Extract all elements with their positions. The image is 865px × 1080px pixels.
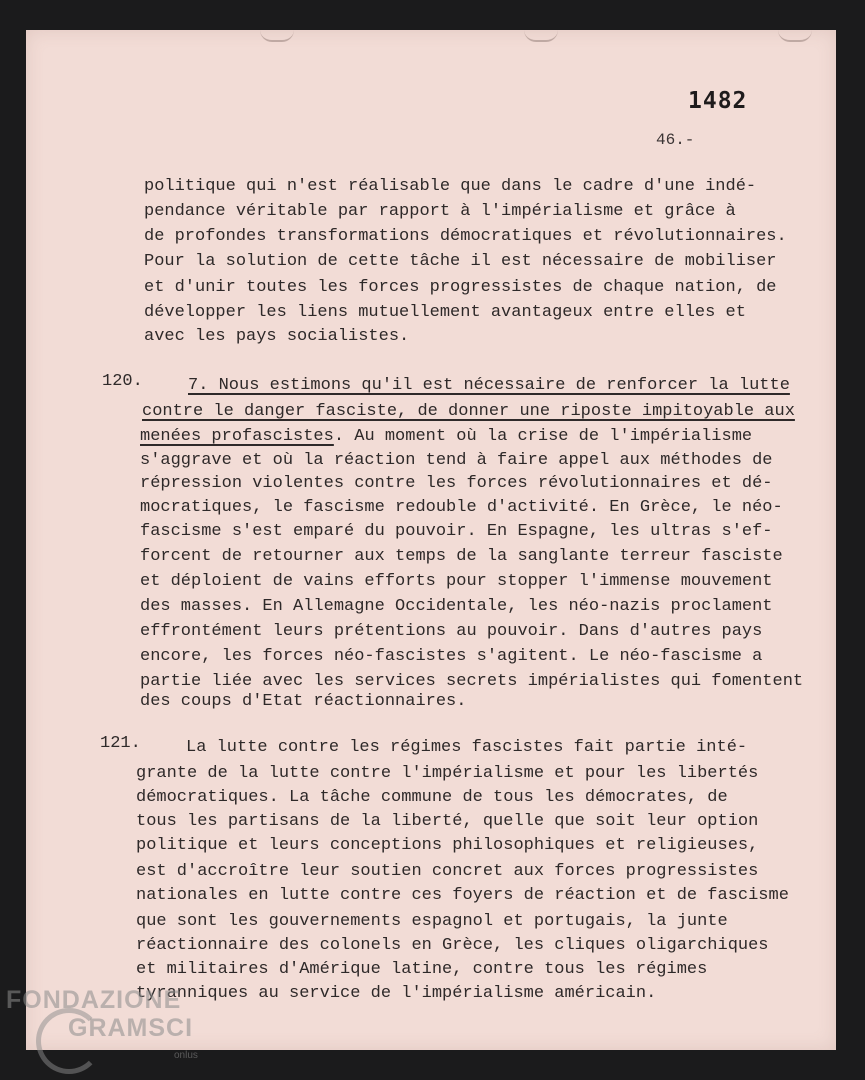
text-line: de profondes transformations démocratiques et révolutionnaires.	[144, 227, 787, 246]
text-line: s'aggrave et où la réaction tend à faire appel aux méthodes de	[140, 451, 773, 470]
watermark-logo	[6, 986, 198, 1061]
text-line: et militaires d'Amérique latine, contre tous les régimes	[136, 960, 708, 979]
text-line: partie liée avec les services secrets impérialistes qui fomentent	[140, 672, 804, 691]
text-line: tous les partisans de la liberté, quelle que soit leur option	[136, 812, 759, 831]
text-line: et déploient de vains efforts pour stopper l'immense mouvement	[140, 572, 773, 591]
text-line: des coups d'Etat réactionnaires.	[140, 692, 467, 711]
text-line: pendance véritable par rapport à l'impérialisme et grâce à	[144, 202, 736, 221]
text-line: fascisme s'est emparé du pouvoir. En Espagne, les ultras s'ef-	[140, 522, 773, 541]
text-line: politique qui n'est réalisable que dans le cadre d'une indé-	[144, 177, 757, 196]
paragraph-number: 121.	[100, 734, 141, 753]
text-line: La lutte contre les régimes fascistes fait partie inté-	[186, 738, 748, 757]
text-line: démocratiques. La tâche commune de tous les démocrates, de	[136, 788, 728, 807]
paragraph-number: 120.	[102, 372, 143, 391]
text-line: forcent de retourner aux temps de la sanglante terreur fasciste	[140, 547, 783, 566]
watermark-line1: FONDAZIONE	[6, 986, 182, 1014]
underlined-text-line: 7. Nous estimons qu'il est nécessaire de renforcer la lutte	[188, 376, 790, 395]
text-line: Pour la solution de cette tâche il est nécessaire de mobiliser	[144, 252, 777, 271]
text-line: est d'accroître leur soutien concret aux forces progressistes	[136, 862, 759, 881]
text-line: nationales en lutte contre ces foyers de réaction et de fascisme	[136, 886, 789, 905]
underlined-text-line: contre le danger fasciste, de donner une riposte impitoyable aux	[142, 402, 795, 421]
text-line: effrontément leurs prétentions au pouvoir. Dans d'autres pays	[140, 622, 763, 641]
text-line: tyranniques au service de l'impérialisme américain.	[136, 984, 657, 1003]
text-line: mocratiques, le fascisme redouble d'activité. En Grèce, le néo-	[140, 498, 783, 517]
text-line: que sont les gouvernements espagnol et portugais, la junte	[136, 912, 728, 931]
page-number: 46.-	[656, 131, 695, 149]
text-line: et d'unir toutes les forces progressistes de chaque nation, de	[144, 278, 777, 297]
text-line: menées profascistes. Au moment où la crise de l'impérialisme	[140, 427, 753, 446]
text-line: avec les pays socialistes.	[144, 327, 410, 346]
text-line: développer les liens mutuellement avantageux entre elles et	[144, 303, 746, 322]
text-line: réactionnaire des colonels en Grèce, les cliques oligarchiques	[136, 936, 769, 955]
text-line: des masses. En Allemagne Occidentale, les néo-nazis proclament	[140, 597, 773, 616]
watermark-line2: GRAMSCI	[68, 1014, 194, 1042]
text-line: politique et leurs conceptions philosophiques et religieuses,	[136, 836, 759, 855]
document-number: 1482	[688, 88, 748, 114]
watermark-line3: onlus	[174, 1050, 198, 1061]
text-line: grante de la lutte contre l'impérialisme et pour les libertés	[136, 764, 759, 783]
text-line: encore, les forces néo-fascistes s'agitent. Le néo-fascisme a	[140, 647, 763, 666]
text-line: répression violentes contre les forces révolutionnaires et dé-	[140, 474, 773, 493]
